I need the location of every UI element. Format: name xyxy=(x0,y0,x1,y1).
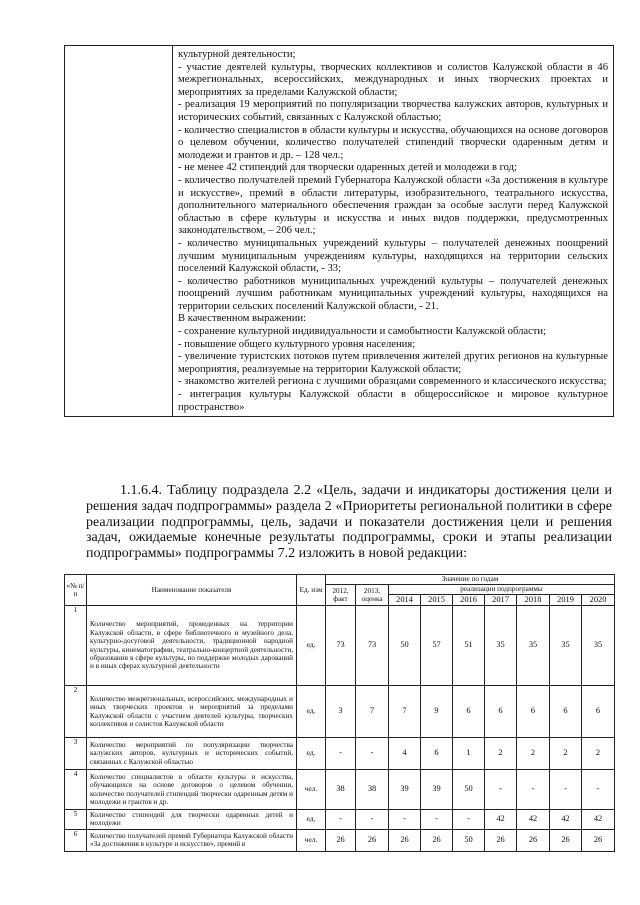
value-cell: 39 xyxy=(389,770,421,810)
value-cell: 6 xyxy=(550,686,582,738)
unit-cell: ед. xyxy=(297,810,326,830)
result-line: - сохранение культурной индивидуальности и самобытности Калужской области; xyxy=(178,326,547,338)
table-row xyxy=(65,738,615,770)
year-header: 2014 xyxy=(389,595,421,606)
value-cell: 2 xyxy=(485,738,517,770)
result-line: - повышение общего культурного уровня населения; xyxy=(178,338,416,350)
value-cell: 50 xyxy=(453,770,485,810)
value-2012: - xyxy=(326,810,356,830)
value-cell: - xyxy=(550,770,582,810)
result-line: - количество работников муниципальных учреждений культуры – получателей денежных поощрений лучшим работникам муниципальных учреждений культуры, находящихся на территории сельских поселений Калужской области, - 21. xyxy=(178,275,608,312)
row-number: 2 xyxy=(65,686,87,738)
year-header: 2020 xyxy=(582,595,615,606)
year-header: 2018 xyxy=(517,595,550,606)
value-cell: - xyxy=(517,770,550,810)
value-cell: 6 xyxy=(485,686,517,738)
indicator-name: Количество стипендий для творчески одаренных детей и молодежи xyxy=(87,810,297,830)
value-cell: 7 xyxy=(389,686,421,738)
value-cell: - xyxy=(421,810,453,830)
value-2013: 73 xyxy=(356,606,389,686)
year-header: 2016 xyxy=(453,595,485,606)
value-cell: 6 xyxy=(421,738,453,770)
year-header: 2015 xyxy=(421,595,453,606)
table-row xyxy=(65,810,615,830)
unit-cell: чел. xyxy=(297,829,326,851)
row-number: 1 xyxy=(65,606,87,686)
value-cell: 6 xyxy=(517,686,550,738)
col-2012-header: 2012, факт xyxy=(326,585,356,606)
value-cell: 6 xyxy=(453,686,485,738)
table-row xyxy=(65,770,615,810)
result-line: - реализация 19 мероприятий по популяризации творчества калужских авторов, культурных и исторических событий, связанных с Калужской областью; xyxy=(178,99,608,123)
value-cell: 26 xyxy=(485,829,517,851)
value-cell: 42 xyxy=(517,810,550,830)
indicator-name: Количество получателей премий Губернатора Калужской области «За достижения в культуре и искусстве», премий в xyxy=(87,829,297,851)
row-number: 5 xyxy=(65,810,87,830)
indicator-name: Количество мероприятий, проведенных на территории Калужской области, в сфере библиотечного и музейного дела, культурно-досуговой деятельности, традиционной народной культуры, кинематографии, театрально-концертной деятельности, образования в сфере культуры, по поддержке молодых дарований и в иных сферах культурной деятельности xyxy=(87,606,297,686)
amendment-text: 1.1.6.4. Таблицу подраздела 2.2 «Цель, задачи и индикаторы достижения цели и решения задач подпрограммы» раздела 2 «Приоритеты региональной политики в сфере реализации подпрограммы, цель, задачи и показатели достижения цели и решения задач, ожидаемые конечные результаты подпрограммы, сроки и этапы реализации подпрограммы» подпрограммы 7.2 изложить в новой редакции: xyxy=(86,483,612,562)
value-cell: 26 xyxy=(517,829,550,851)
col-values-header: Значение по годам xyxy=(326,575,615,585)
value-cell: 42 xyxy=(550,810,582,830)
value-cell: 9 xyxy=(421,686,453,738)
result-line: - количество получателей премий Губернатора Калужской области «За достижения в культуре и искусстве», премий в области литературы, изобразительного, театрального искусства, дополнительного материального обеспечения граждан за особые заслуги перед Калужской областью в сфере культуры и искусства и иных видов поддержки, предусмотренных законодательством, – 206 чел.; xyxy=(178,174,608,237)
table-row xyxy=(65,686,615,738)
value-cell: 35 xyxy=(550,606,582,686)
value-2013: - xyxy=(356,810,389,830)
row-number: 6 xyxy=(65,829,87,851)
value-cell: - xyxy=(485,770,517,810)
result-line: - не менее 42 стипендий для творчески одаренных детей и молодежи в год; xyxy=(178,162,517,174)
col-unit-header: Ед. изм xyxy=(297,575,326,606)
year-header: 2017 xyxy=(485,595,517,606)
value-2013: 7 xyxy=(356,686,389,738)
value-cell: 26 xyxy=(389,829,421,851)
value-2012: - xyxy=(326,738,356,770)
indicator-name: Количество межрегиональных, всероссийских, международных и иных творческих проектов и мероприятий за пределами Калужской области с участием деятелей культуры, творческих коллективов и солистов Калужской области xyxy=(87,686,297,738)
unit-cell: ед. xyxy=(297,686,326,738)
value-cell: 2 xyxy=(517,738,550,770)
unit-cell: ед. xyxy=(297,738,326,770)
value-2013: 26 xyxy=(356,829,389,851)
value-cell: 42 xyxy=(485,810,517,830)
value-cell: - xyxy=(582,770,615,810)
value-cell: 1 xyxy=(453,738,485,770)
value-cell: 2 xyxy=(582,738,615,770)
amendment-paragraph xyxy=(86,483,612,562)
unit-cell: чел. xyxy=(297,770,326,810)
value-cell: 51 xyxy=(453,606,485,686)
value-cell: - xyxy=(389,810,421,830)
result-line: - количество муниципальных учреждений культуры – получателей денежных поощрений лучшим муниципальным учреждениям культуры, находящихся на территории сельских поселений Калужской области, - 33; xyxy=(178,237,608,275)
indicator-name: Количество специалистов в области культуры и искусства, обучающихся на основе договоров о целевом обучении, количество получателей стипендий творчески одаренным детям и молодежи и грантов и др. xyxy=(87,770,297,810)
col-2013-header: 2013, оценка xyxy=(356,585,389,606)
value-cell: 35 xyxy=(517,606,550,686)
result-line: - увеличение туристских потоков путем привлечения жителей других регионов на культурные мероприятия, реализуемые на территории Калужской области; xyxy=(178,351,608,375)
expected-results-text xyxy=(173,46,613,416)
value-cell: 2 xyxy=(550,738,582,770)
indicators-table xyxy=(64,574,615,852)
value-cell: 26 xyxy=(582,829,615,851)
value-2012: 26 xyxy=(326,829,356,851)
value-cell: 39 xyxy=(421,770,453,810)
value-2013: - xyxy=(356,738,389,770)
value-cell: - xyxy=(453,810,485,830)
value-cell: 35 xyxy=(485,606,517,686)
value-2012: 38 xyxy=(326,770,356,810)
value-2013: 38 xyxy=(356,770,389,810)
result-line: - участие деятелей культуры, творческих коллективов и солистов Калужской области в 46 межрегиональных, всероссийских, международных и иных творческих проектах и мероприятиях за пределами Калужской области; xyxy=(178,61,608,98)
value-cell: 26 xyxy=(550,829,582,851)
result-line: культурной деятельности; xyxy=(178,49,296,60)
value-cell: 26 xyxy=(421,829,453,851)
value-cell: 50 xyxy=(453,829,485,851)
indicator-name: Количество мероприятий по популяризации творчества калужских авторов, культурных и исторических событий, связанных с Калужской областью xyxy=(87,738,297,770)
expected-results-cell xyxy=(173,46,614,417)
table-row xyxy=(65,829,615,851)
result-line: - количество специалистов в области культуры и искусства, обучающихся на основе договоров о целевом обучении, количество получателей стипендий творчески одаренным детям и молодежи и грантов и др. – 128 чел.; xyxy=(178,124,608,161)
col-period-header: реализации подпрограммы xyxy=(389,585,615,595)
value-cell: 42 xyxy=(582,810,615,830)
value-cell: 50 xyxy=(389,606,421,686)
value-2012: 3 xyxy=(326,686,356,738)
value-cell: 6 xyxy=(582,686,615,738)
result-line: - знакомство жителей региона с лучшими образцами современного и классического искусства; xyxy=(178,376,607,388)
row-number: 4 xyxy=(65,770,87,810)
empty-left-cell xyxy=(65,46,173,417)
year-header: 2019 xyxy=(550,595,582,606)
continuation-table xyxy=(64,45,614,417)
col-num-header: «№ п/п xyxy=(65,575,87,606)
table-row xyxy=(65,606,615,686)
value-cell: 35 xyxy=(582,606,615,686)
result-line: В качественном выражении: xyxy=(178,313,306,325)
result-line: - интеграция культуры Калужской области в общероссийское и мировое культурное пространство» xyxy=(178,389,608,413)
value-cell: 57 xyxy=(421,606,453,686)
col-name-header: Наименование показателя xyxy=(87,575,297,606)
row-number: 3 xyxy=(65,738,87,770)
unit-cell: ед. xyxy=(297,606,326,686)
value-2012: 73 xyxy=(326,606,356,686)
value-cell: 4 xyxy=(389,738,421,770)
